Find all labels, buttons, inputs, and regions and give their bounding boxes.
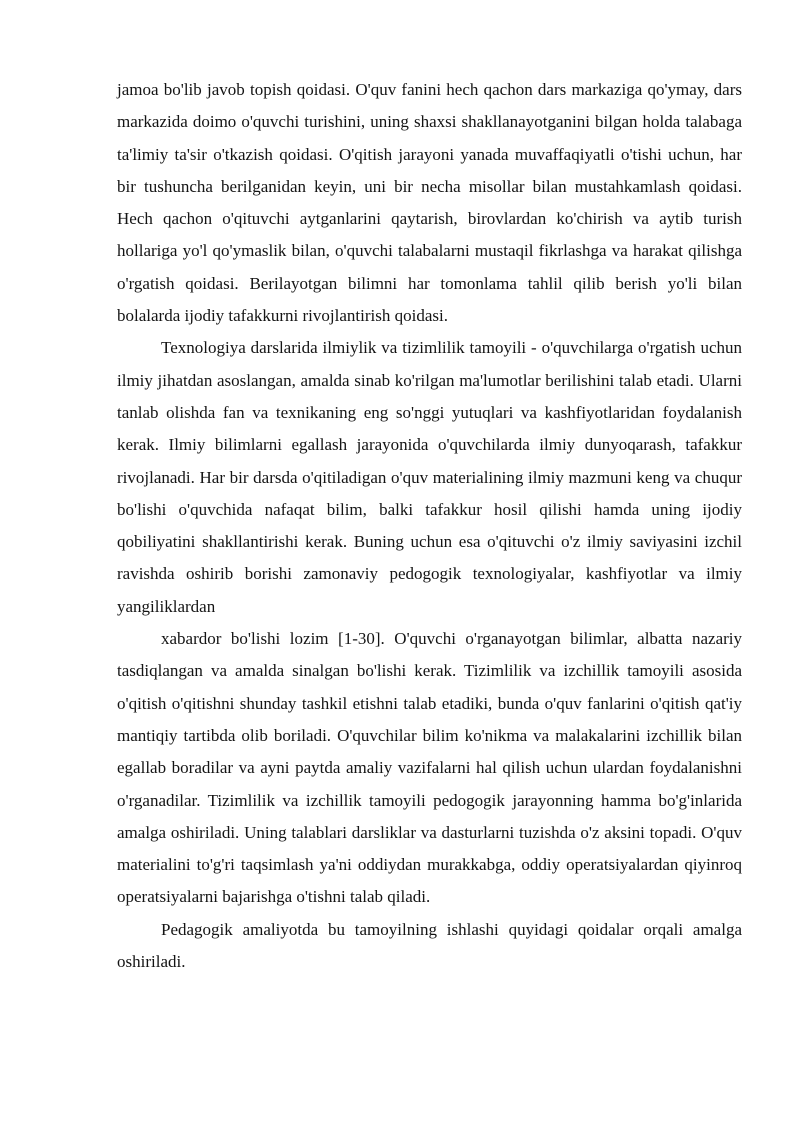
paragraph-pedagogical-practice: Pedagogik amaliyotda bu tamoyilning ishlashi quyidagi qoidalar orqali amalga oshiriladi.: [117, 919, 742, 972]
paragraph-systematic-principle: xabardor bo'lishi lozim [1-30]. O'quvchi o'rganayotgan bilimlar, albatta nazariy tasdiqlangan va amalda sinalgan bo'lishi kerak. Tizimlilik va izchillik tamoyili asosida o'qitish o'qitishni shunday tashkil etishni talab etadiki, bunda o'quv fanlarini o'qitish qat'iy mantiqiy tartibda olib boriladi. O'quvchilar bilim ko'nikma va malakalarini izchillik bilan egallab boradilar va ayni paytda amaliy vazifalarni hal qilish uchun ulardan foydalanishni o'rganadilar. Tizimlilik va izchillik tamoyili pedogogik jarayonning hamma bo'g'inlarida amalga oshiriladi. Uning talablari darsliklar va dasturlarni tuzishda o'z aksini topadi. O'quv materialini to'g'ri taqsimlash ya'ni oddiydan murakkabga, oddiy operatsiyalardan qiyinroq operatsiyalarni bajarishga o'tishni talab qiladi.: [117, 629, 742, 907]
document-page: [117, 74, 742, 978]
paragraph-scientific-principle: Texnologiya darslarida ilmiylik va tizimlilik tamoyili - o'quvchilarga o'rgatish uchun ilmiy jihatdan asoslangan, amalda sinab ko'rilgan ma'lumotlar berilishini talab etadi. Ularni tanlab olishda fan va texnikaning eng so'nggi yutuqlari va kashfiyotlaridan foydalanish kerak. Ilmiy bilimlarni egallash jarayonida o'quvchilarda ilmiy dunyoqarash, tafakkur rivojlanadi. Har bir darsda o'qitiladigan o'quv materialining ilmiy mazmuni keng va chuqur bo'lishi o'quvchida nafaqat bilim, balki tafakkur hosil qilishi hamda uning ijodiy qobiliyatini shakllantirishi kerak. Buning uchun esa o'qituvchi o'z ilmiy saviyasini izchil ravishda oshirib borishi zamonaviy pedogogik texnologiyalar, kashfiyotlar va ilmiy yangiliklardan: [117, 338, 742, 616]
paragraph-continuation: jamoa bo'lib javob topish qoidasi. O'quv fanini hech qachon dars markaziga qo'ymay, dars markazida doimo o'quvchi turishini, uning shaxsi shakllanayotganini bilgan holda talabaga ta'limiy ta'sir o'tkazish qoidasi. O'qitish jarayoni yanada muvaffaqiyatli o'tishi uchun, har bir tushuncha berilganidan keyin, uni bir necha misollar bilan mustahkamlash qoidasi. Hech qachon o'qituvchi aytganlarini qaytarish, birovlardan ko'chirish va aytib turish hollariga yo'l qo'ymaslik bilan, o'quvchi talabalarni mustaqil fikrlashga va harakat qilishga o'rgatish qoidasi. Berilayotgan bilimni har tomonlama tahlil qilib berish yo'li bilan bolalarda ijodiy tafakkurni rivojlantirish qoidasi.: [117, 80, 742, 326]
